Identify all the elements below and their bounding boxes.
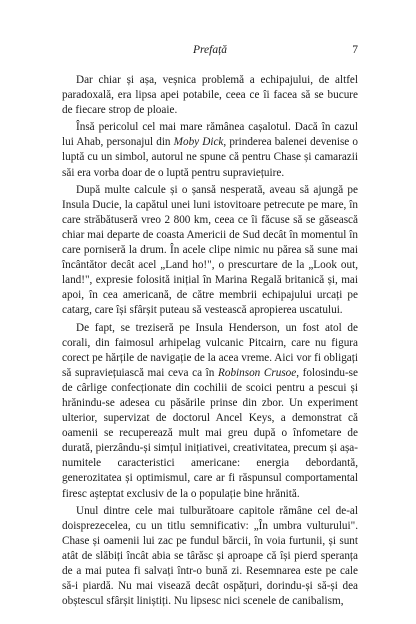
paragraph-4 <box>62 321 358 502</box>
paragraph-3 <box>62 183 358 319</box>
paragraph-text: Însă pericolul cel mai mare rămânea cașalotul. Dacă în cazul lui Ahab, personajul din <box>62 121 358 149</box>
paragraph-text: , folosindu-se de cârlige confecționate din cochilii de scoici pentru a pescui și hrănindu-se adesea cu păsările prinse din zbor. Un experiment ulterior, supervizat de doctorul Ancel Keys, a demonstrat că oamenii se recuperează mult mai greu după o înfometare de durată, pierzându-și simțul inițiativei, creativitatea, precum și așa-numitele caracteristici americane: energia debordantă, generozitatea și optimismul, care ar fi răspunsul comportamental firesc așteptat exclusiv de la o populație bine hrănită. <box>62 366 358 500</box>
paragraph-text: Unul dintre cele mai tulburătoare capitole rămâne cel de-al doisprezecelea, cu un titlu semnificativ: „În umbra vulturului". Chase și oamenii lui zac pe fundul bărcii, în voia furtunii, și sunt atât de slăbiți încât abia se târăsc și aproape că își pierd speranța de a mai putea fi salvați într-o bună zi. Resemnarea este pe cale să-i piardă. Nu mai visează decât ospățuri, dorindu-și să-și dea obștescul sfârșit liniștiți. Nu lipsesc nici scenele de canibalism, <box>62 504 358 608</box>
running-head <box>62 44 358 60</box>
paragraph-5 <box>62 504 358 610</box>
book-title: Robinson Crusoe <box>218 366 297 379</box>
paragraph-1 <box>62 73 358 118</box>
book-title: Moby Dick <box>173 136 224 149</box>
paragraph-2 <box>62 120 358 180</box>
paragraph-text: De fapt, se treziseră pe Insula Henderson, un fost atol de corali, din faimosul arhipelag vulcanic Pitcairn, care nu figura corect pe hărțile de navigație de la acea vreme. Aici vor fi obligați să supraviețuiască mai ceva ca în <box>62 321 358 379</box>
paragraph-text: , prinderea balenei devenise o luptă cu un simbol, autorul ne spune că pentru Chase și camarazii săi era vorba doar de o luptă pentru supraviețuire. <box>62 136 358 179</box>
body-text <box>62 73 358 611</box>
paragraph-text: Dar chiar și așa, veșnica problemă a echipajului, de altfel paradoxală, era lipsa apei potabile, ceea ce îi facea să se bucure de fiecare strop de ploaie. <box>62 74 358 117</box>
running-title: Prefață <box>192 44 228 56</box>
page-number: 7 <box>352 44 358 56</box>
paragraph-text: După multe calcule și o șansă nesperată, aveau să ajungă pe Insula Ducie, la capătul unei luni istovitoare petrecute pe mare, în care străbătuseră vreo 2 800 km, ceea ce îi făcuse să se găsească chiar mai departe de coasta Americii de Sud decât în momentul în care porniseră la drum. În acele clipe nimic nu părea să sune mai încântător decât acel „Land ho!", o prescurtare de la „Look out, land!", expresie folosită inițial în Marina Regală britanică și, mai apoi, în cea americană, de către membrii echipajului urcați pe catarg, care își sfârșit puteau să vestească apropierea uscatului. <box>62 183 358 317</box>
